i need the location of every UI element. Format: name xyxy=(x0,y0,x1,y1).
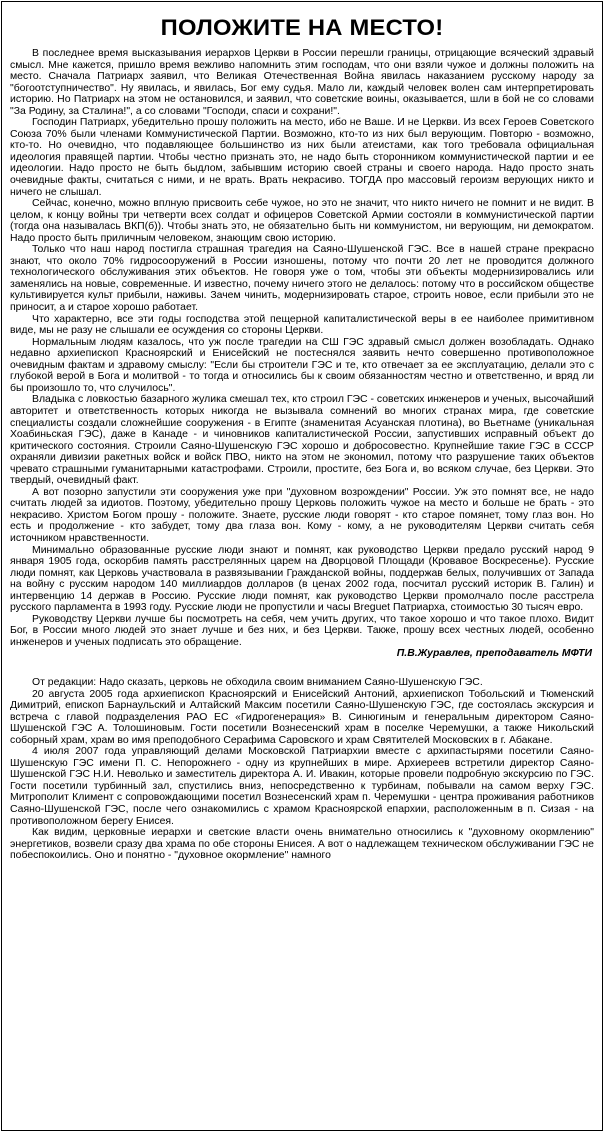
editorial-paragraph: 20 августа 2005 года архиепископ Красноярский и Енисейский Антоний, архиепископ Тобольский и Тюменский Димитрий, епископ Барнаульский и Алтайский Максим посетили Саяно-Шушенскую ГЭС, где состоялась экскурсия и встреча с главой подразделения РАО ЕС «Гидрогенерация» В. Синюгиным и генеральным директором Саяно-Шушенской ГЭС А. Толошиновым. Гости посетили Вознесенский храм в поселке Черемушки, а также Никольский соборный храм, храм во имя преподобного Серафима Саровского и храм Святителей Московских в г. Абакане. xyxy=(10,688,594,746)
paragraph: Господин Патриарх, убедительно прошу положить на место, ибо не Ваше. И не Церкви. Из всех Героев Советского Союза 70% были членами Коммунистической Партии. Возможно, кто-то из них был верующим. Повторю - возможно, кто-то. Но очевидно, что подавляющее большинство из них были атеистами, как того требовала официальная идеология правящей партии. Чтобы честно признать это, не надо быть сторонником коммунистической партии и ее идеологии. Надо просто не быть быдлом, забывшим историю своей страны и своего народа. Надо просто знать очевидные факты, считаться с ними, и не врать. Врать некрасиво. ТОГДА про массовый героизм верующих никто и ничего не слышал. xyxy=(10,117,594,198)
author-signature: П.В.Журавлев, преподаватель МФТИ xyxy=(396,648,592,660)
paragraph: Минимально образованные русские люди знают и помнят, как руководство Церкви предало русский народ 9 января 1905 года, оскорбив память расстрелянных царем на Дворцовой Площади (Кровавое Воскресенье). Русские люди помнят, как Церковь участвовала в развязывании Гражданской войны, поддержав белых, получивших от Запада на войну с русским народом 140 миллиардов долларов (в ценах 2002 года, посчитал русский историк В. Галин) и интервенцию 14 держав в Россию. Русские люди помнят, как руководство Церкви промолчало после расстрела русского парламента в 1993 году. Русские люди не пропустили и часы Breguet Патриарха, стоимостью 30 тысяч евро. xyxy=(10,544,594,614)
editorial-paragraph: 4 июля 2007 года управляющий делами Московской Патриархии вместе с архипастырями посетили Саяно-Шушенскую ГЭС имени П. С. Непорожнего - одну из крупнейших в мире. Архиереев встретили директор Саяно-Шушенской ГЭС Н.И. Неволько и заместитель директора А. И. Ивакин, которые провели подробную экскурсию по ГЭС. Гости посетили турбинный зал, спустились вниз, непосредственно к турбинам, побывали на самом верху ГЭС. Митрополит Климент с сопровождающими посетил Вознесенский храм п. Черемушки - центра проживания работников Саяно-Шушенской ГЭС, после чего ознакомились с храмом Красноярской епархии, расположенным в п. Сизая - на противоположном берегу Енисея. xyxy=(10,746,594,827)
paragraph: Что характерно, все эти годы господства этой пещерной капиталистической веры в ее наиболее примитивном виде, мы не разу не слышали ее осуждения со стороны Церкви. xyxy=(10,313,594,337)
article-title: ПОЛОЖИТЕ НА МЕСТО! xyxy=(160,15,444,40)
editorial-paragraph: Как видим, церковные иерархи и светские власти очень внимательно относились к "духовному окормлению" энергетиков, возвели сразу два храма по обе стороны Енисея. А вот о надлежащем техническом обслуживании ГЭС не побеспокоились. Оно и понятно - "духовное окормление" намного xyxy=(10,827,594,862)
editorial-paragraph: От редакции: Надо сказать, церковь не обходила своим вниманием Саяно-Шушенскую ГЭС. xyxy=(32,676,483,688)
article-body xyxy=(2,48,602,862)
paragraph: Только что наш народ постигла страшная трагедия на Саяно-Шушенской ГЭС. Все в нашей стране прекрасно знают, что около 70% гидросооружений в России изношены, потому что почти 20 лет не проводится должного технологического обслуживания этих объектов. Не говоря уже о том, чтобы эти объекты модернизировались или заменялись на новые, современные. И известно, почему ничего этого не делалось: потому что в российском обществе культивируется культ прибыли, наживы. Зачем чинить, модернизировать старое, строить новое, если прибыли это не приносит, а и старое хорошо работает. xyxy=(10,244,594,314)
paragraph: Владыка с ловкостью базарного жулика смешал тех, кто строил ГЭС - советских инженеров и ученых, высочайший авторитет и ответственность которых никогда не вызывала сомнений во многих странах мира, где советские специалисты создали сложнейшие сооружения - в Египте (знаменитая Асуанская плотина), во Вьетнаме (уникальная Хоабиньская ГЭС), даже в Канаде - и чиновников капиталистической России, запустивших исправный объект до критического состояния. Строили Саяно-Шушенскую ГЭС хорошо и добросовестно. Крупнейшие такие ГЭС в СССР охраняли дивизии ракетных войск и войск ПВО, никто на этом не экономил, потому что разрушение таких объектов чревато страшными гуманитарными катастрофами. Строили, простите, без Бога и, во всяком случае, без Церкви. Это твердый, очевидный факт. xyxy=(10,394,594,487)
paragraph: Нормальным людям казалось, что уж после трагедии на СШ ГЭС здравый смысл должен возобладать. Однако недавно архиепископ Красноярский и Енисейский не постеснялся заявить нечто совершенно противоположное очевидным фактам и здравому смыслу: "Если бы строители ГЭС и те, кто отвечает за ее эксплуатацию, делали это с глубокой верой в Бога и молитвой - то тогда и относились бы к своим обязанностям честно и ответственно, и вряд ли бы произошло то, что случилось". xyxy=(10,336,594,394)
paragraph: В последнее время высказывания иерархов Церкви в России перешли границы, отрицающие всяческий здравый смысл. Мне кажется, пришло время вежливо напомнить этим господам, что они взяли чужое и должны положить на место. Сначала Патриарх заявил, что Великая Отечественная Война явилась наказанием русскому народу за "богоотступничество". Ну явилась, и явилась, Бог ему судья. Мало ли, каждый человек волен сам интерпретировать историю. Но Патриарх на этом не остановился, и заявил, что советские воины, оказывается, шли в бой не со словами "За Родину, за Сталина!", а со словами "Господи, спаси и сохрани!". xyxy=(10,48,594,117)
paragraph: Руководству Церкви лучше бы посмотреть на себя, чем учить других, что такое хорошо и что такое плохо. Видит Бог, в России много людей это знает лучше и без них, и без Церкви. Также, прошу всех честных людей, особенно инженеров и ученых подписать это обращение. xyxy=(10,613,594,648)
paragraph: Сейчас, конечно, можно вплную присвоить себе чужое, но это не значит, что никто ничего не помнит и не видит. В целом, к концу войны три четверти всех солдат и офицеров Советской Армии состояли в коммунистической партии (тогда она называлась ВКП(б)). Чтобы знать это, не обязательно быть ни коммунистом, ни верующим, ни демократом. Надо просто быть приличным человеком, знающим свою историю. xyxy=(10,198,594,244)
article-frame xyxy=(1,1,603,1131)
paragraph: А вот позорно запустили эти сооружения уже при "духовном возрождении" России. Уж это помнят все, не надо считать людей за идиотов. Поэтому, убедительно прошу Церковь положить чужое на место и больше не брать - это некрасиво. Христом Богом прошу - положите. Знаете, русские люди говорят - кто старое помянет, тому глаз вон. Но есть и продолжение - кто забудет, тому два глаза вон. Кому - кому, а не руководителям Церкви считать себя источником нравственности. xyxy=(10,486,594,544)
